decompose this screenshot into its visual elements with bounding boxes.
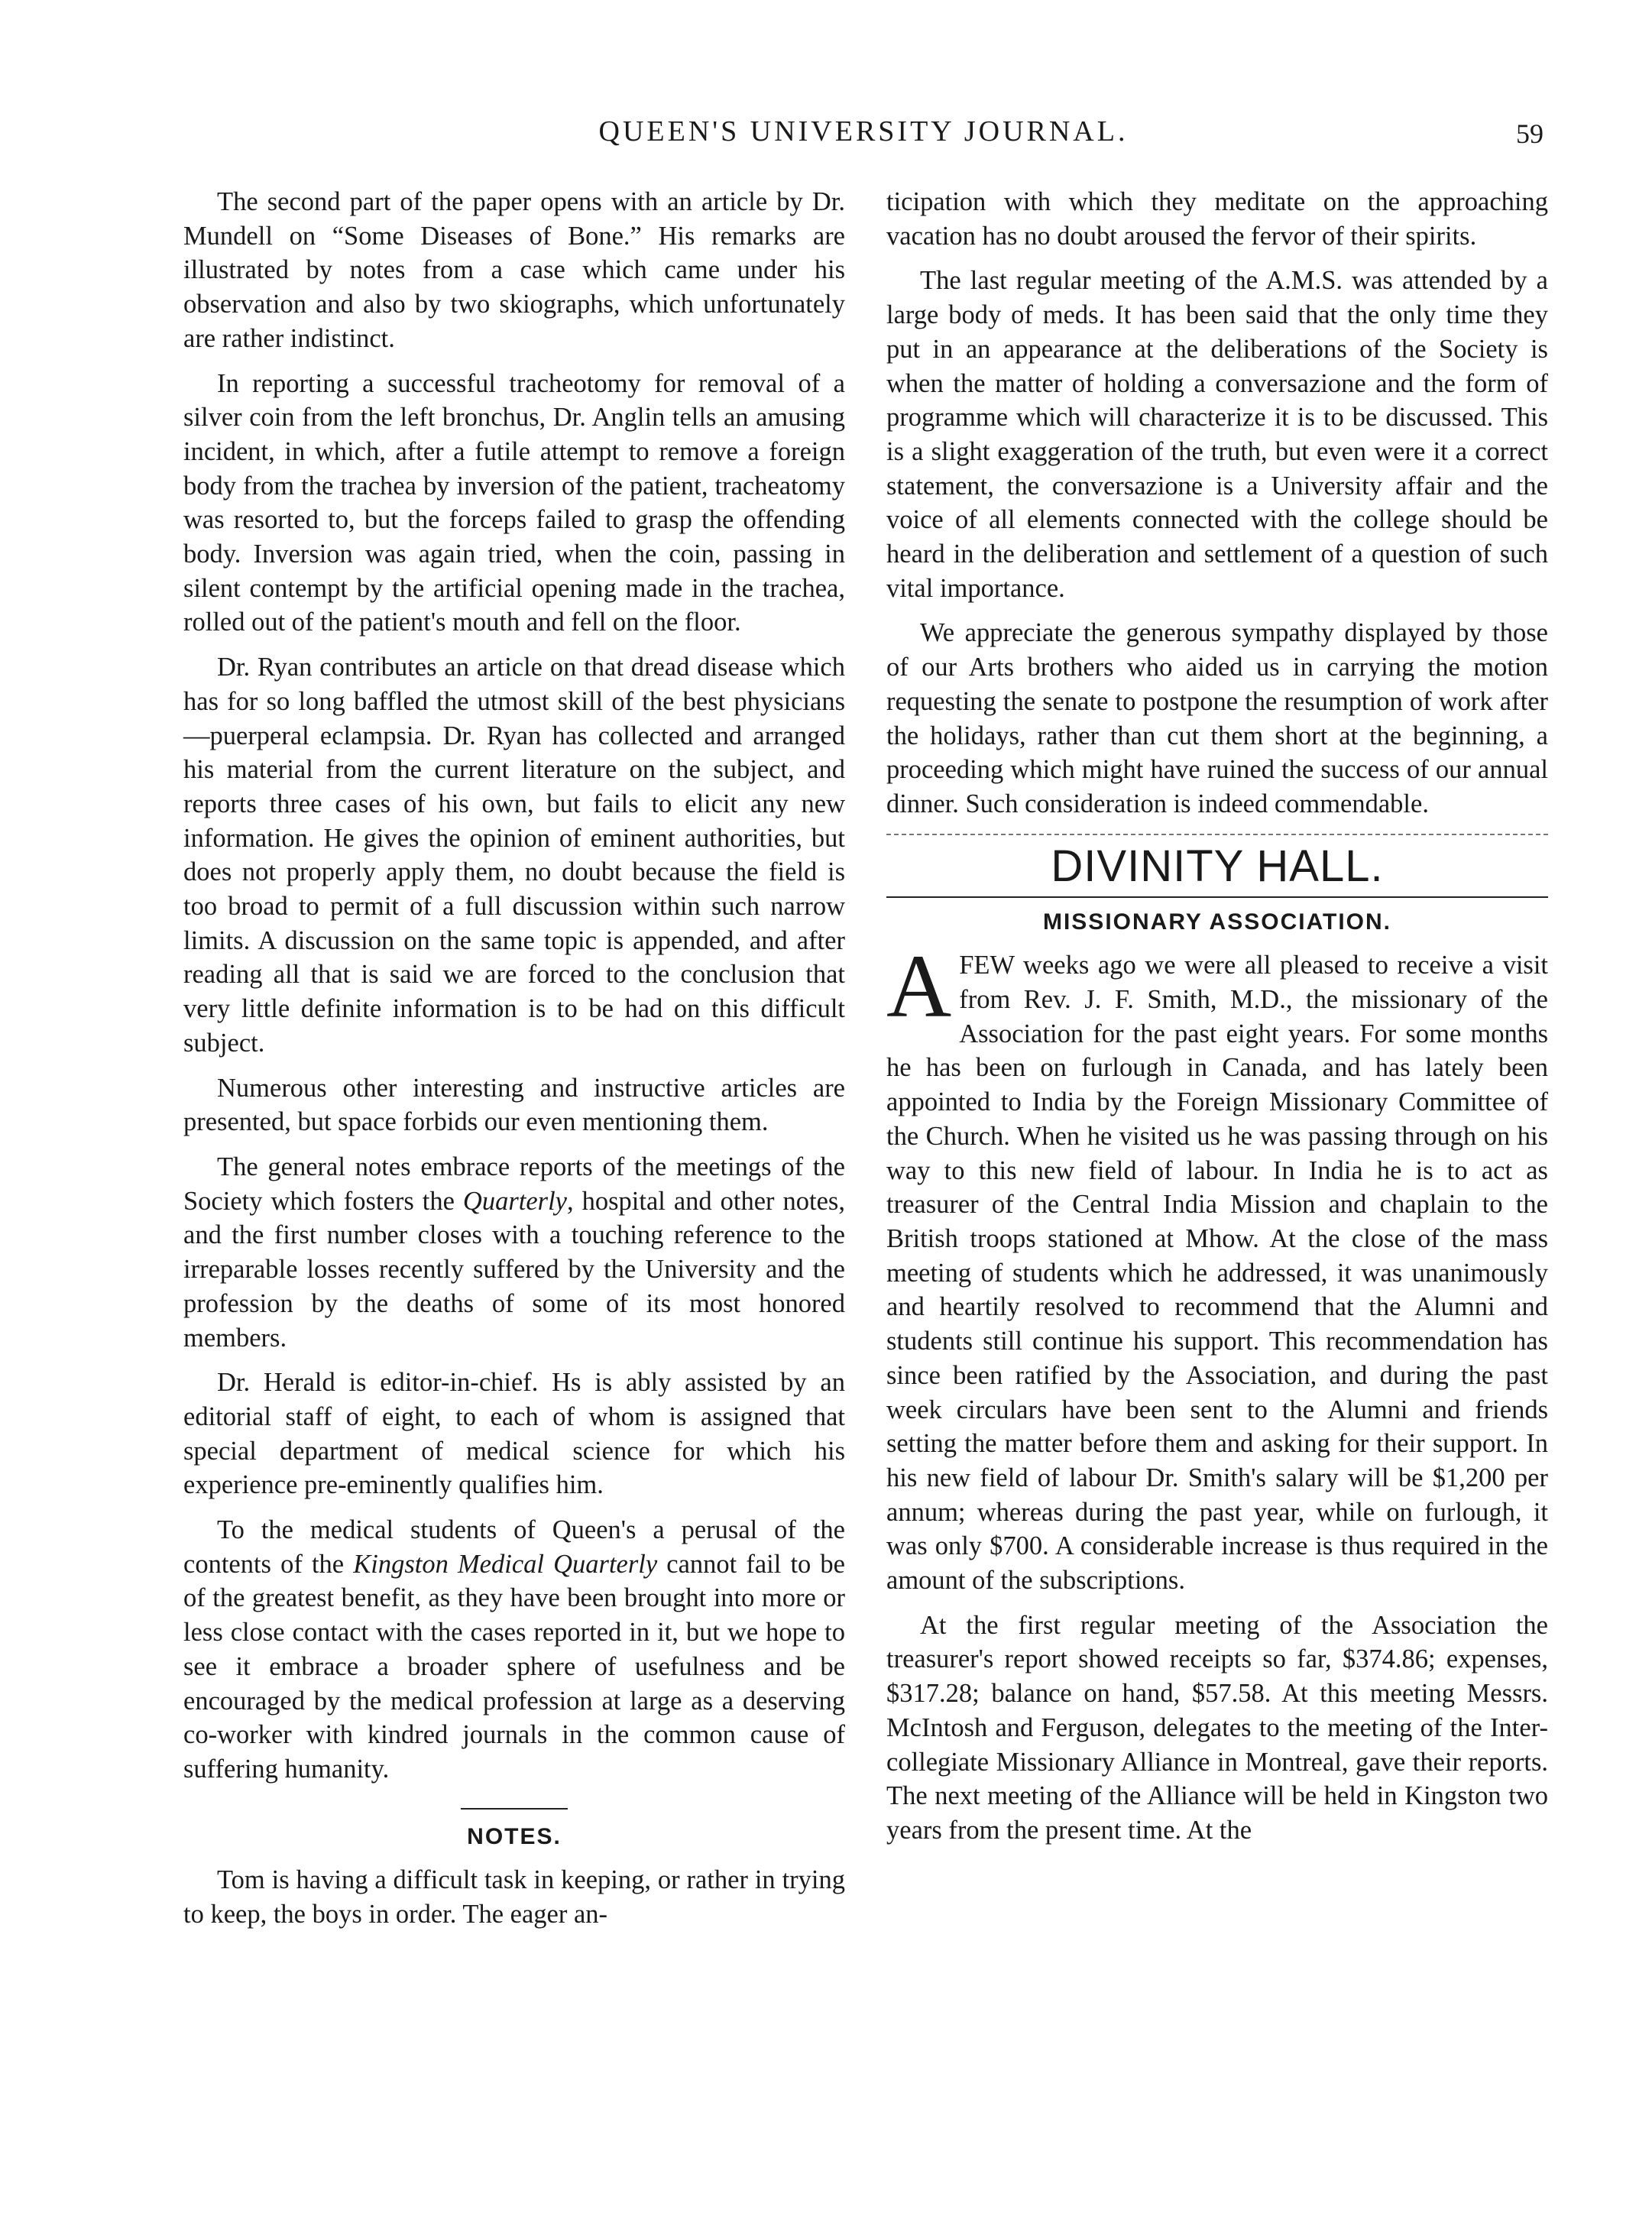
- paragraph: Dr. Herald is editor-in-chief. Hs is ably assisted by an editorial staff of eight, to each of whom is assigned that special department of medical science for which his experience pre-eminently qualifies him.: [183, 1368, 845, 1500]
- paragraph: Tom is having a difficult task in keeping, or rather in trying to keep, the boys in order. The eager an-: [183, 1865, 845, 1929]
- paragraph: [886, 936, 1548, 1597]
- subsection-heading: MISSIONARY ASSOCIATION.: [1042, 909, 1392, 935]
- title-rule: [886, 896, 1548, 898]
- notes-heading: NOTES.: [467, 1823, 562, 1849]
- paragraph: At the first regular meeting of the Association the treasurer's report showed receipts so far, $374.86; expenses, $317.28; balance on hand, $57.58. At this meeting Messrs. McIntosh and Ferguson, delegates to the meeting of the Inter-collegiate Missionary Alliance in Montreal, gave their reports. The next meeting of the Alliance will be held in Kingston two years from the present time. At the: [886, 1610, 1548, 1845]
- text-run: FEW weeks ago we were all pleased to receive a visit from Rev. J. F. Smith, M.D., the missionary of the Association for the past eight years. For some months he has been on furlough in Canada, and has lately been appointed to India by the Foreign Missionary Committee of the Church. When he visited us he was passing through on his way to this new field of labour. In India he is to act as treasurer of the Central India Mission and chaplain to the British troops stationed at Mhow. At the close of the mass meeting of students which he addressed, it was unanimously and heartily resolved to recommend that the Alumni and students still continue his support. This recommendation has since been ratified by the Association, and during the past week circulars have been sent to the Alumni and friends setting the matter before them and asking for their support. In his new field of labour Dr. Smith's salary will be $1,200 per annum; whereas during the past year, while on furlough, it was only $700. A considerable increase is thus required in the amount of the subscriptions.: [886, 951, 1548, 1596]
- paragraph: ticipation with which they meditate on the approaching vacation has no doubt aroused the fervor of their spirits.: [886, 187, 1548, 251]
- text-run: cannot fail to be of the greatest benefit, as they have been brought into more or less close contact with the cases reported in it, but we hope to see it embrace a broader sphere of usefulness and be encouraged by the medical profession at large as a deserving co-worker with kindred journals in the common cause of suffering humanity.: [183, 1549, 845, 1784]
- section-divider: [886, 834, 1548, 835]
- running-title: QUEEN'S UNIVERSITY JOURNAL.: [598, 115, 1129, 147]
- drop-cap: A: [886, 936, 952, 1037]
- section-title: DIVINITY HALL.: [1051, 841, 1384, 891]
- paragraph: [183, 1150, 845, 1355]
- paragraph: The second part of the paper opens with an article by Dr. Mundell on “Some Diseases of Bone.” His remarks are illustrated by notes from a case which came under his observation and also by two skiographs, which unfortunately are rather indistinct.: [183, 187, 845, 353]
- right-column: [886, 185, 1548, 1858]
- left-column: [183, 185, 845, 1942]
- text-run: To the medical students of Queen's a perusal of the contents of the: [183, 1515, 845, 1579]
- paragraph: In reporting a successful tracheotomy for removal of a silver coin from the left bronchus, Dr. Anglin tells an amusing incident, in which, after a futile attempt to remove a foreign body from the trachea by inversion of the patient, tracheatomy was resorted to, but the forceps failed to grasp the offending body. Inversion was again tried, when the coin, passing in silent contempt by the artificial opening made in the trachea, rolled out of the patient's mouth and fell on the floor.: [183, 368, 845, 637]
- paragraph: Dr. Ryan contributes an article on that dread disease which has for so long baffled the utmost skill of the best physicians—puerperal eclampsia. Dr. Ryan has collected and arranged his material from the current literature on the subject, and reports three cases of his own, but fails to elicit any new information. He gives the opinion of eminent authorities, but does not properly apply them, no doubt because the field is too broad to permit of a full discussion within such narrow limits. A discussion on the same topic is appended, and after reading all that is said we are forced to the conclusion that very little definite information is to be had on this difficult subject.: [183, 653, 845, 1058]
- journal-name: Quarterly: [462, 1186, 567, 1216]
- paragraph: Numerous other interesting and instructive articles are presented, but space forbids our even mentioning them.: [183, 1073, 845, 1137]
- paragraph: We appreciate the generous sympathy displayed by those of our Arts brothers who aided us in carrying the motion requesting the senate to postpone the resumption of work after the holidays, rather than cut them short at the beginning, a proceeding which might have ruined the success of our annual dinner. Such consideration is indeed commendable.: [886, 618, 1548, 818]
- text-run: The general notes embrace reports of the meetings of the Society which fosters the: [183, 1152, 845, 1216]
- journal-name: Kingston Medical Quarterly: [353, 1549, 658, 1579]
- paragraph: [183, 1513, 845, 1787]
- paragraph: The last regular meeting of the A.M.S. was attended by a large body of meds. It has been said that the only time they put in an appearance at the deliberations of the Society is when the matter of holding a conversazione and the form of programme which will characterize it is to be discussed. This is a slight exaggeration of the truth, but even were it a correct statement, the conversazione is a University affair and the voice of all elements connected with the college should be heard in the deliberation and settlement of a question of such vital importance.: [886, 266, 1548, 603]
- page-header: [183, 115, 1543, 160]
- page-number: 59: [1516, 118, 1543, 149]
- text-run: , hospital and other notes, and the first number closes with a touching reference to the irreparable losses recently suffered by the University and the profession by the deaths of some of its most honored members.: [183, 1186, 845, 1353]
- section-divider: [461, 1808, 568, 1810]
